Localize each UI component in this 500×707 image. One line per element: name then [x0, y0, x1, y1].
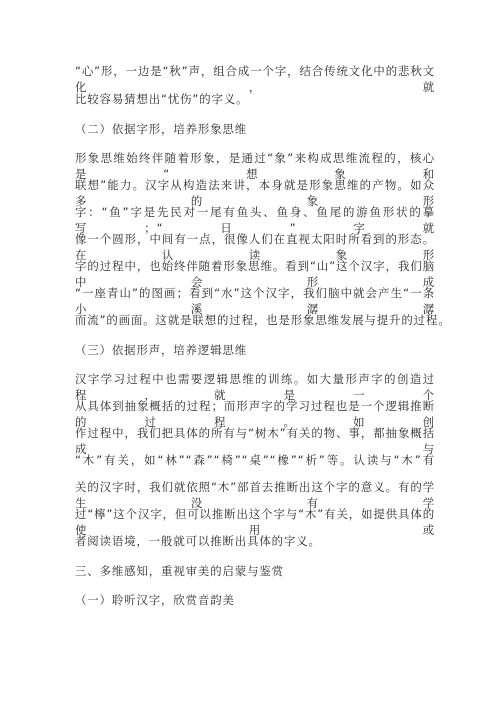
paragraph-line: “一座青山”的图画；看到“水”这个汉字，我们脑中就会产生“一条小溪潺潺 — [75, 286, 435, 316]
paragraph-line: “心”形，一边是“秋”声，组合成一个字，结合传统文化中的悲秋文化，就 — [75, 64, 435, 94]
paragraph-line: 比较容易猜想出“忧伤”的字义。 — [75, 92, 249, 106]
paragraph-line: 联想”能力。汉字从构造法来讲，本身就是形象思维的产物。如众多的象形 — [75, 178, 435, 208]
paragraph-line: “木”有关，如“林”“森”“椅”“桌”“橡”“析”等。认读与“木”有 — [75, 453, 435, 467]
paragraph-line: 过“檸”这个汉字，但可以推断出这个字与“木”有关，如提供具体的使用或 — [75, 507, 435, 537]
section-heading: （二）依据字形，培养形象思维 — [75, 122, 248, 136]
paragraph-line: 汉字学习过程中也需要逻辑思维的训练。如大量形声字的创造过程，就是一个 — [75, 372, 435, 402]
section-heading: （三）依据形声，培养逻辑思维 — [75, 343, 248, 357]
paragraph-line: 字的过程中，也始终伴随着形象思维。看到“山”这个汉字，我们脑中会形成 — [75, 259, 435, 289]
paragraph-line: 像一个圆形，中间有一点，很像人们在直视太阳时所看到的形态。在认读象形 — [75, 232, 435, 262]
paragraph-line: 关的汉字时，我们就依照“木”部首去推断出这个字的意义。有的学生没有学 — [75, 480, 435, 510]
paragraph-line: 作过程中，我们把具体的所有与“树木”有关的物、事，都抽象概括成与 — [75, 426, 435, 456]
paragraph-line: 形象思维始终伴随着形象，是通过“象”来构成思维流程的，核心是“想象和 — [75, 151, 435, 181]
paragraph-line: 字：“鱼”字是先民对一尾有鱼头、鱼身、鱼尾的游鱼形状的摹写；“日”字就 — [75, 205, 435, 235]
paragraph-line: 者阅读语境，一般就可以推断出具体的字义。 — [75, 534, 321, 548]
section-heading: 三、多维感知，重视审美的启蒙与鉴赏 — [75, 564, 284, 578]
paragraph-line: 从具体到抽象概括的过程；而形声字的学习过程也是一个逻辑推断的过程。如创 — [75, 399, 435, 429]
section-heading: （一）聆听汉字，欣赏音韵美 — [75, 593, 235, 607]
paragraph-line: 而流”的画面。这就是联想的过程，也是形象思维发展与提升的过程。 — [75, 313, 451, 327]
